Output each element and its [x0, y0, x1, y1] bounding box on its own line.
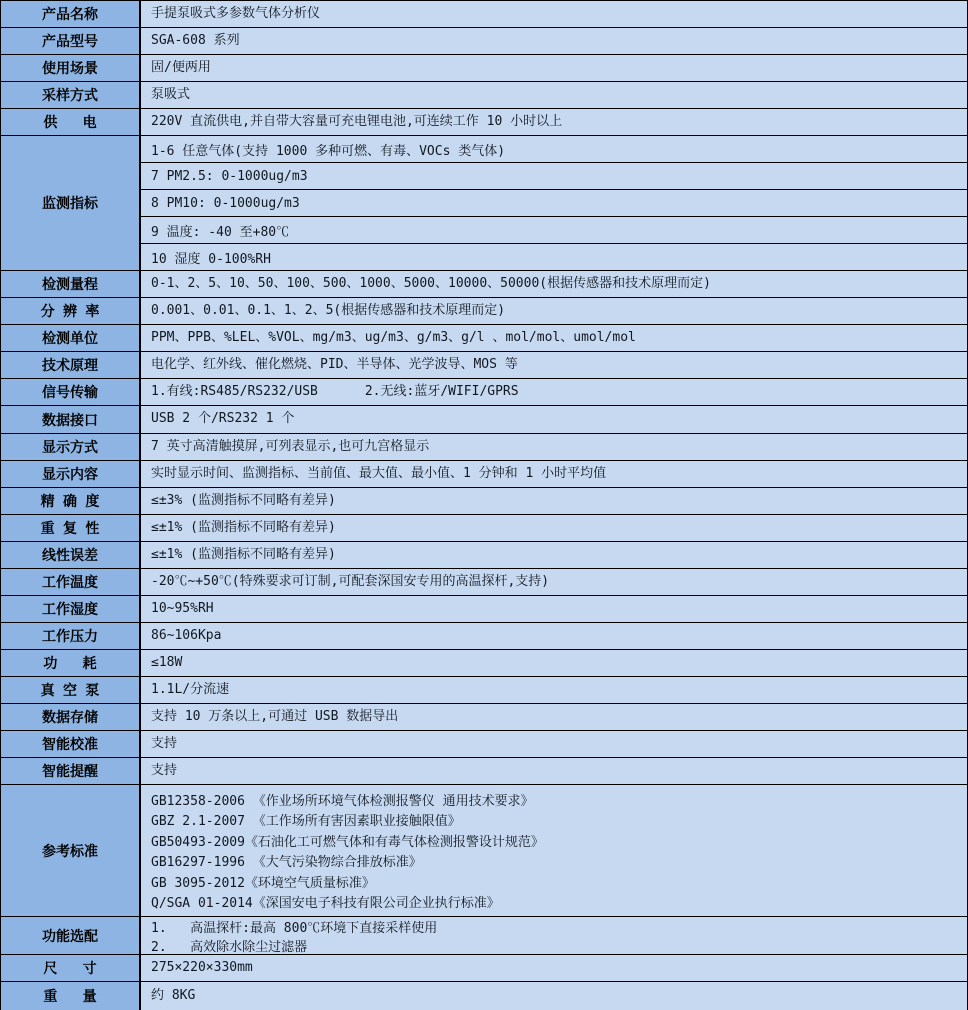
row-value: 7 英寸高清触摸屏,可列表显示,也可九宫格显示: [141, 434, 967, 460]
table-row-weight: [1, 982, 967, 1010]
table-row-smart-calibration: [1, 731, 967, 758]
table-row-technical-principle: [1, 352, 967, 379]
table-row-display-content: [1, 461, 967, 488]
row-label: 重 量: [1, 982, 141, 1010]
row-value: 固/便两用: [141, 55, 967, 81]
table-row-data-interface: [1, 406, 967, 434]
row-label: 精 确 度: [1, 488, 141, 514]
row-value: ≤±3% (监测指标不同略有差异): [141, 488, 967, 514]
table-row-dimensions: [1, 955, 967, 982]
indicator-item: 1-6 任意气体(支持 1000 多种可燃、有毒、VOCs 类气体): [141, 136, 967, 163]
row-value: 0-1、2、5、10、50、100、500、1000、5000、10000、50000(根据传感器和技术原理而定): [141, 271, 967, 297]
optional-feature-list: [141, 917, 967, 954]
table-row-linearity-error: [1, 542, 967, 569]
row-label: 技术原理: [1, 352, 141, 378]
table-row-sampling-method: [1, 82, 967, 109]
table-row-smart-reminder: [1, 758, 967, 785]
row-value: 1.有线:RS485/RS232/USB 2.无线:蓝牙/WIFI/GPRS: [141, 379, 967, 405]
table-row-detection-range: [1, 271, 967, 298]
standard-item: GB12358-2006 《作业场所环境气体检测报警仪 通用技术要求》: [151, 793, 534, 809]
row-label: 真 空 泵: [1, 677, 141, 703]
monitoring-indicator-list: [141, 136, 967, 270]
indicator-item: 10 湿度 0-100%RH: [141, 244, 967, 270]
row-value: 实时显示时间、监测指标、当前值、最大值、最小值、1 分钟和 1 小时平均值: [141, 461, 967, 487]
row-label: 参考标准: [1, 785, 141, 916]
row-value: 支持: [141, 731, 967, 757]
row-label: 采样方式: [1, 82, 141, 108]
indicator-item: 8 PM10: 0-1000ug/m3: [141, 190, 967, 217]
row-value: 0.001、0.01、0.1、1、2、5(根据传感器和技术原理而定): [141, 298, 967, 324]
row-value: 支持: [141, 758, 967, 784]
row-label: 分 辨 率: [1, 298, 141, 324]
row-label: 检测量程: [1, 271, 141, 297]
reference-standard-list: [141, 785, 967, 916]
row-value: ≤±1% (监测指标不同略有差异): [141, 542, 967, 568]
table-row-product-name: [1, 1, 967, 28]
table-row-accuracy: [1, 488, 967, 515]
row-label: 数据接口: [1, 406, 141, 433]
row-value: -20℃~+50℃(特殊要求可订制,可配套深国安专用的高温探杆,支持): [141, 569, 967, 595]
row-value: 泵吸式: [141, 82, 967, 108]
row-value: USB 2 个/RS232 1 个: [141, 406, 967, 433]
table-row-display-mode: [1, 434, 967, 461]
table-row-model: [1, 28, 967, 55]
indicator-item: 9 温度: -40 至+80℃: [141, 217, 967, 244]
row-value: 275×220×330mm: [141, 955, 967, 981]
row-value: 10~95%RH: [141, 596, 967, 622]
row-label: 产品名称: [1, 1, 141, 27]
row-label: 工作温度: [1, 569, 141, 595]
table-row-working-pressure: [1, 623, 967, 650]
row-label: 工作湿度: [1, 596, 141, 622]
indicator-item: 7 PM2.5: 0-1000ug/m3: [141, 163, 967, 190]
row-label: 工作压力: [1, 623, 141, 649]
optional-feature-item: 1. 高温探杆:最高 800℃环境下直接采样使用: [151, 920, 438, 936]
row-value: 约 8KG: [141, 982, 967, 1010]
row-label: 使用场景: [1, 55, 141, 81]
row-value: ≤±1% (监测指标不同略有差异): [141, 515, 967, 541]
row-value: ≤18W: [141, 650, 967, 676]
table-row-data-storage: [1, 704, 967, 731]
table-row-power-supply: [1, 109, 967, 136]
row-label: 功 耗: [1, 650, 141, 676]
row-label: 信号传输: [1, 379, 141, 405]
row-value: 手提泵吸式多参数气体分析仪: [141, 1, 967, 27]
standard-item: GB16297-1996 《大气污染物综合排放标准》: [151, 855, 422, 871]
row-value: 86~106Kpa: [141, 623, 967, 649]
table-row-monitoring-indicators: [1, 136, 967, 271]
row-label: 供 电: [1, 109, 141, 135]
standard-item: Q/SGA 01-2014《深国安电子科技有限公司企业执行标准》: [151, 896, 500, 912]
standard-item: GBZ 2.1-2007 《工作场所有害因素职业接触限值》: [151, 814, 461, 830]
row-label: 线性误差: [1, 542, 141, 568]
table-row-resolution: [1, 298, 967, 325]
row-value: 电化学、红外线、催化燃烧、PID、半导体、光学波导、MOS 等: [141, 352, 967, 378]
table-row-usage-scene: [1, 55, 967, 82]
table-row-working-temperature: [1, 569, 967, 596]
standard-item: GB 3095-2012《环境空气质量标准》: [151, 875, 375, 891]
row-label: 智能校准: [1, 731, 141, 757]
row-label: 重 复 性: [1, 515, 141, 541]
table-row-detection-unit: [1, 325, 967, 352]
optional-feature-item: 2. 高效除水除尘过滤器: [151, 939, 308, 955]
row-value: 220V 直流供电,并自带大容量可充电锂电池,可连续工作 10 小时以上: [141, 109, 967, 135]
table-row-repeatability: [1, 515, 967, 542]
table-row-vacuum-pump: [1, 677, 967, 704]
standard-item: GB50493-2009《石油化工可燃气体和有毒气体检测报警设计规范》: [151, 834, 544, 850]
table-row-signal-transmission: [1, 379, 967, 406]
row-label: 监测指标: [1, 136, 141, 270]
table-row-optional-features: [1, 917, 967, 955]
row-label: 产品型号: [1, 28, 141, 54]
table-row-power-consumption: [1, 650, 967, 677]
row-label: 显示方式: [1, 434, 141, 460]
row-label: 检测单位: [1, 325, 141, 351]
row-label: 智能提醒: [1, 758, 141, 784]
row-label: 数据存储: [1, 704, 141, 730]
row-label: 显示内容: [1, 461, 141, 487]
row-value: PPM、PPB、%LEL、%VOL、mg/m3、ug/m3、g/m3、g/l 、mol/mol、umol/mol: [141, 325, 967, 351]
table-row-working-humidity: [1, 596, 967, 623]
row-label: 尺 寸: [1, 955, 141, 981]
row-value: SGA-608 系列: [141, 28, 967, 54]
table-row-reference-standards: [1, 785, 967, 917]
row-label: 功能选配: [1, 917, 141, 954]
row-value: 支持 10 万条以上,可通过 USB 数据导出: [141, 704, 967, 730]
row-value: 1.1L/分流速: [141, 677, 967, 703]
